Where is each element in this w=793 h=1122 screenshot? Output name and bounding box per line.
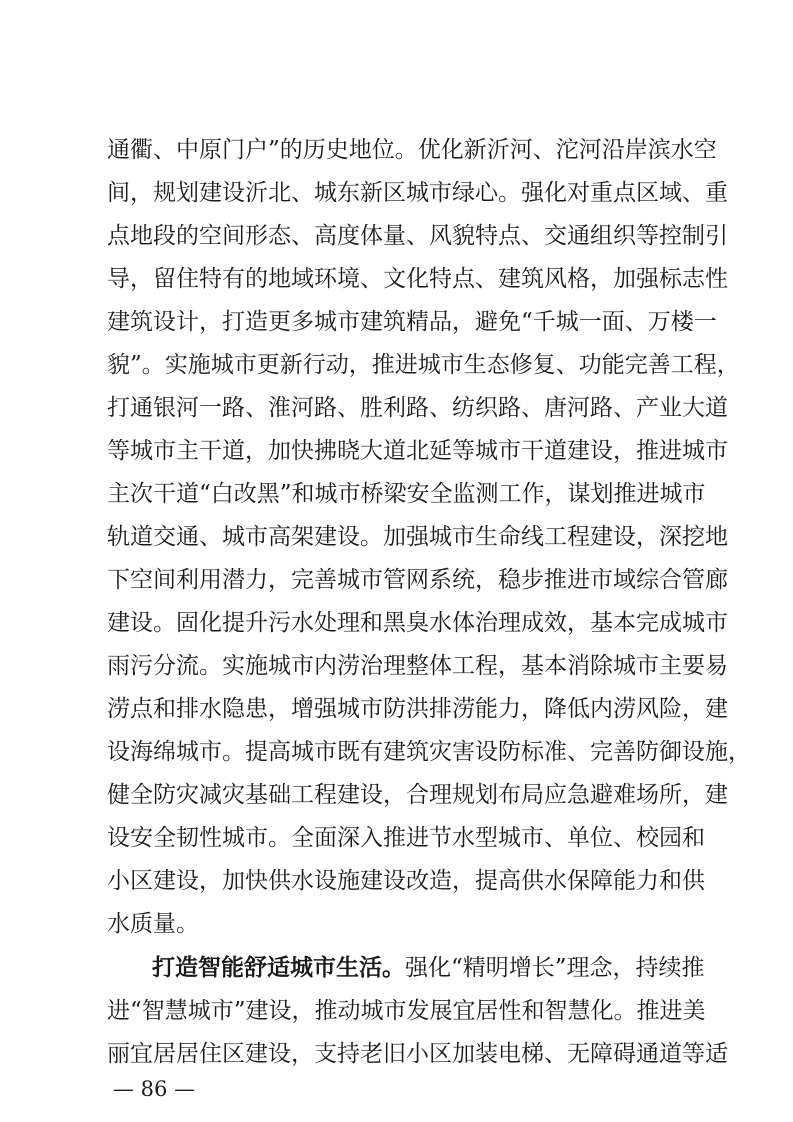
text-line: 导，留住特有的地域环境、文化特点、建筑风格，加强标志性 [107, 266, 728, 292]
paragraph-first-line [152, 948, 705, 988]
page-number: — 86 — [113, 1077, 196, 1101]
text-line: 间，规划建设沂北、城东新区城市绿心。强化对重点区域、重 [107, 180, 728, 206]
paragraph-heading: 打造智能舒适城市生活。 [152, 954, 405, 981]
text-line: 主次干道“白改黑”和城市桥梁安全监测工作，谋划推进城市 [107, 481, 706, 507]
text-line: 打通银河一路、淮河路、胜利路、纺织路、唐河路、产业大道 [107, 395, 728, 421]
text-line: 进“智慧城市”建设，推动城市发展宜居性和智慧化。推进美 [107, 998, 706, 1024]
text-line: 建筑设计，打造更多城市建筑精品，避免“千城一面、万楼一 [107, 309, 717, 335]
text-line: 轨道交通、城市高架建设。加强城市生命线工程建设，深挖地 [107, 524, 728, 550]
text-line: 等城市主干道，加快拂晓大道北延等城市干道建设，推进城市 [107, 438, 728, 464]
text-line: 建设。固化提升污水处理和黑臭水体治理成效，基本完成城市 [107, 610, 728, 636]
text-line: 涝点和排水隐患，增强城市防洪排涝能力，降低内涝风险，建 [107, 696, 728, 722]
text-line: 下空间利用潜力，完善城市管网系统，稳步推进市域综合管廊 [107, 567, 728, 593]
text-line: 雨污分流。实施城市内涝治理整体工程，基本消除城市主要易 [107, 653, 728, 679]
text-line: 设安全韧性城市。全面深入推进节水型城市、单位、校园和 [107, 825, 705, 851]
text-run: 强化“精明增长”理念，持续推 [405, 955, 705, 981]
text-line: 通衢、中原门户”的历史地位。优化新沂河、沱河沿岸滨水空 [107, 137, 717, 163]
text-line: 水质量。 [107, 911, 199, 937]
text-line: 小区建设，加快供水设施建设改造，提高供水保障能力和供 [107, 868, 705, 894]
text-line: 设海绵城市。提高城市既有建筑灾害设防标准、完善防御设施， [107, 739, 751, 765]
text-line: 点地段的空间形态、高度体量、风貌特点、交通组织等控制引 [107, 223, 728, 249]
text-line: 丽宜居居住区建设，支持老旧小区加装电梯、无障碍通道等适 [107, 1041, 728, 1067]
text-line: 貌”。实施城市更新行动，推进城市生态修复、功能完善工程， [107, 352, 740, 378]
text-line: 健全防灾减灾基础工程建设，合理规划布局应急避难场所，建 [107, 782, 728, 808]
